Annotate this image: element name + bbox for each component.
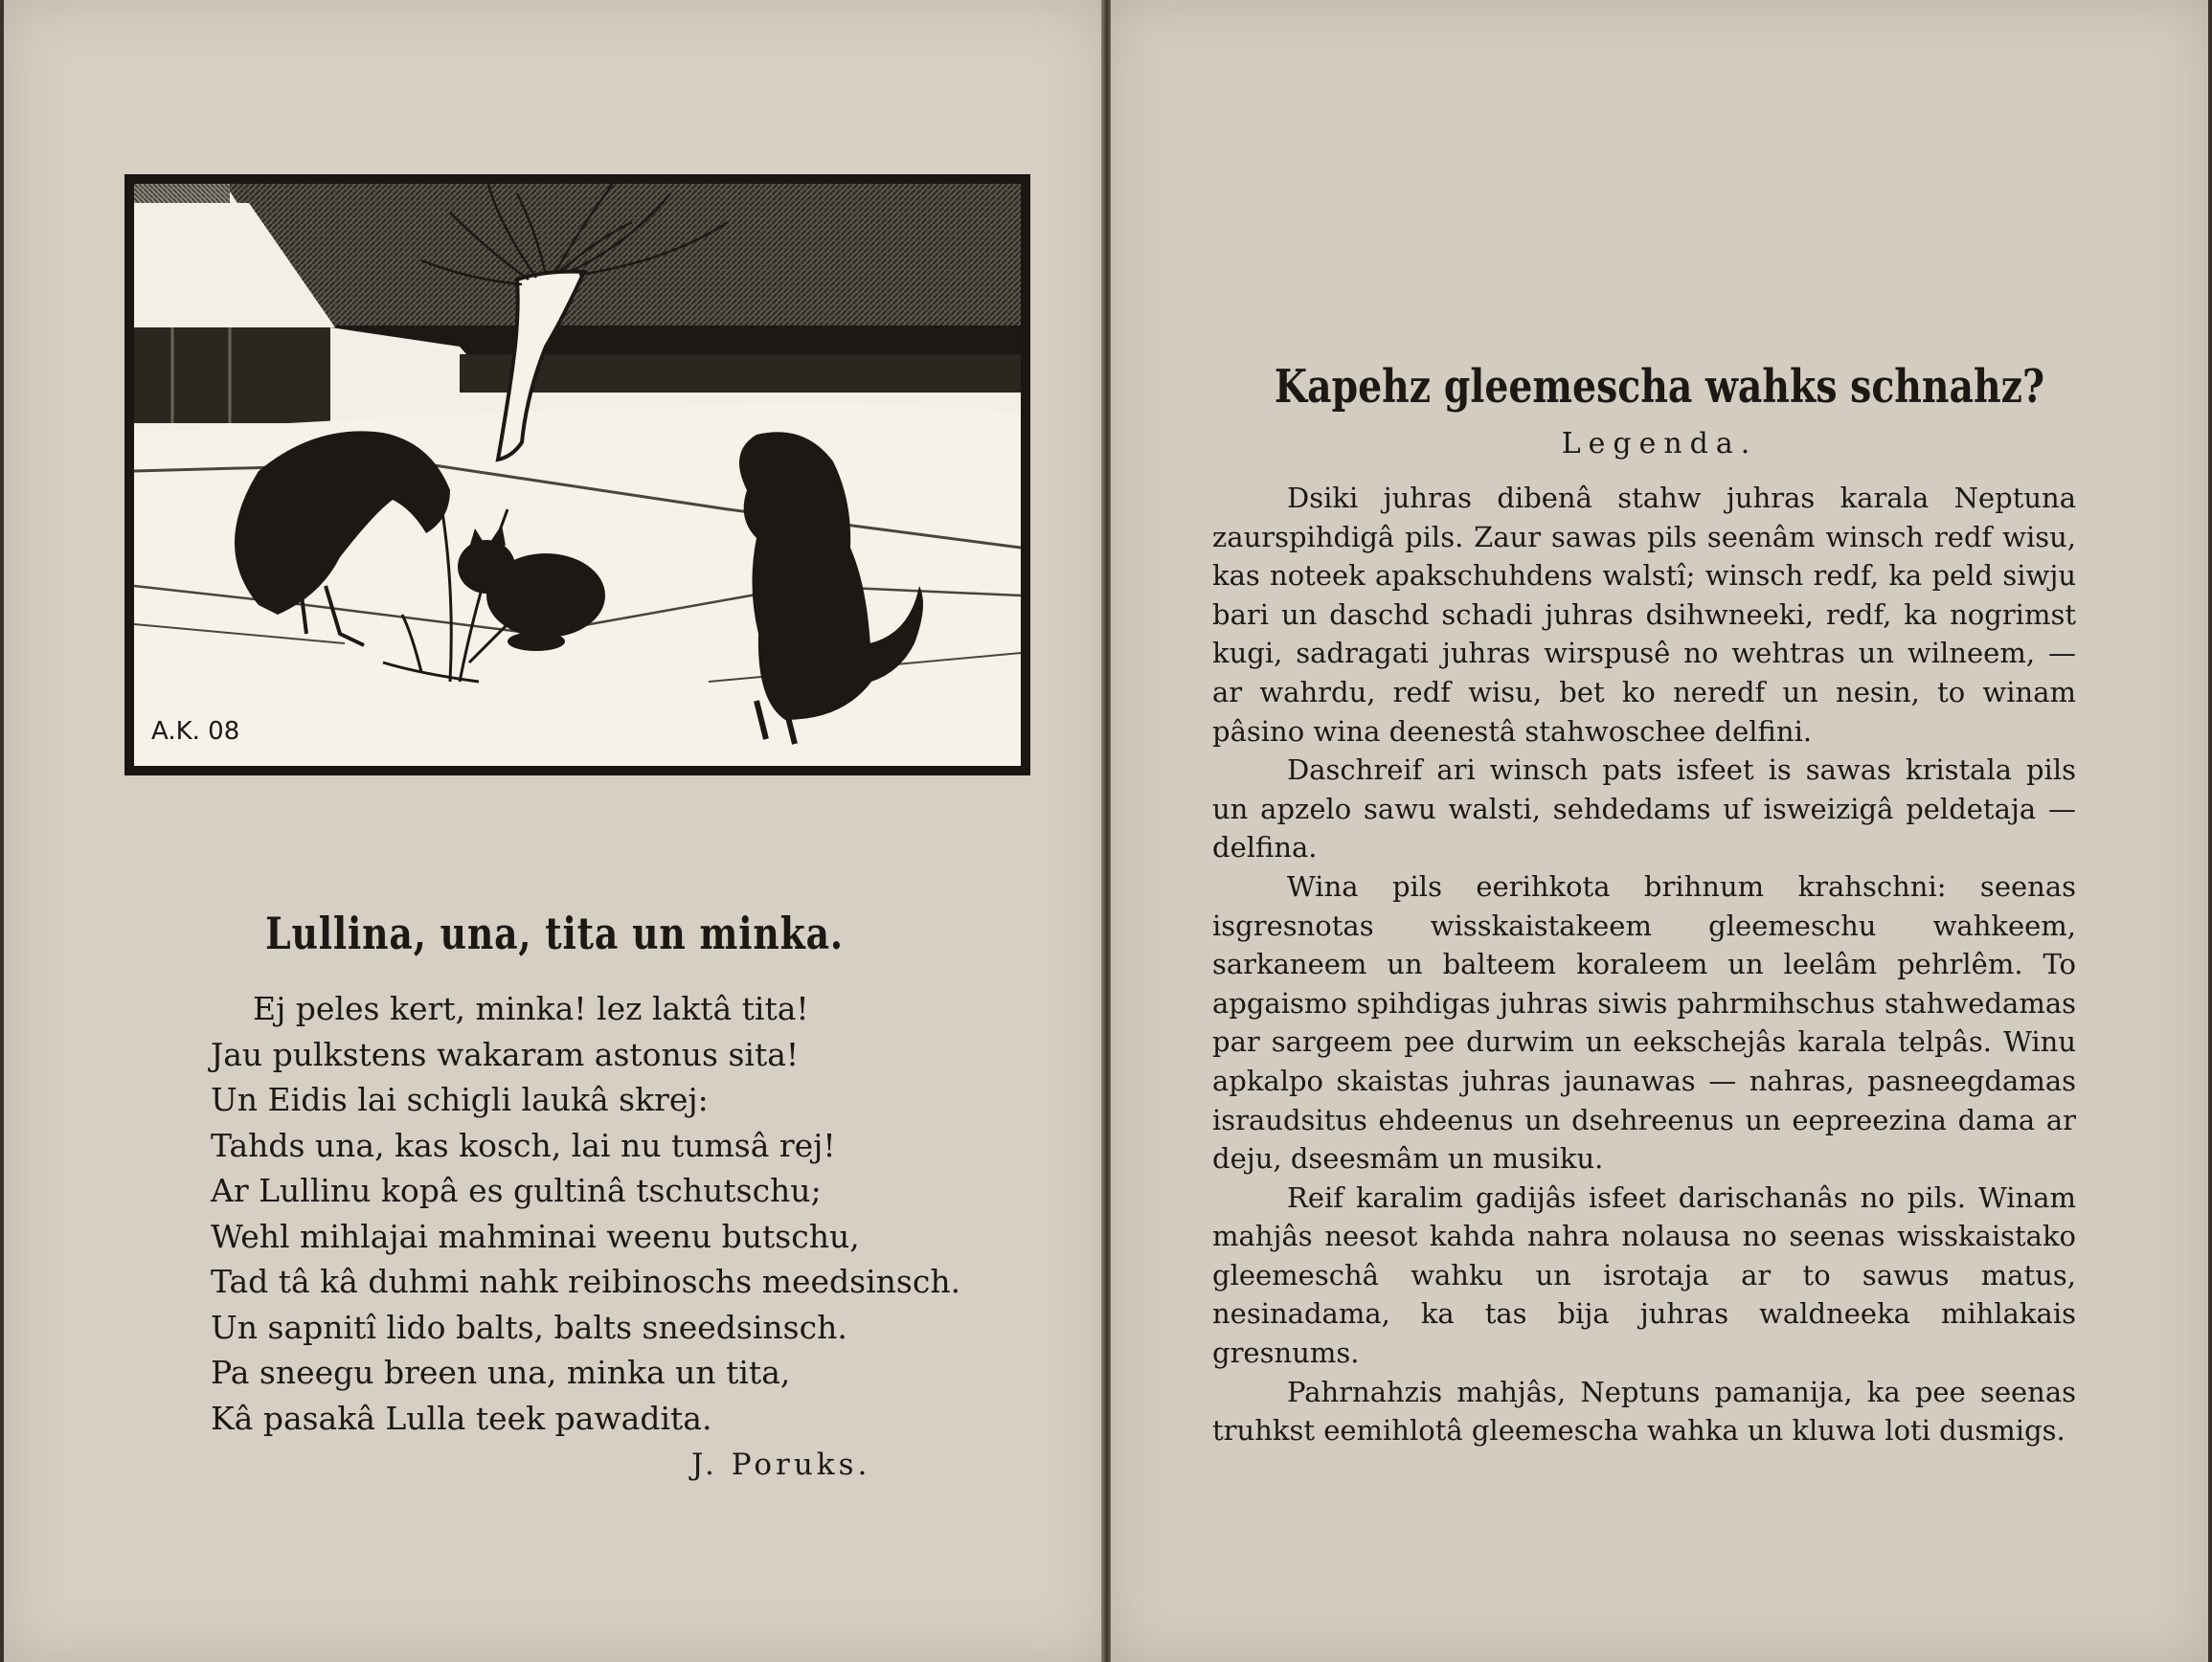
poem-line: Kâ pasakâ Lulla teek pawadita. [211, 1399, 712, 1437]
poem-line: Un Eidis lai schigli laukâ skrej: [211, 1081, 709, 1118]
artist-signature: A.K. 08 [151, 717, 240, 746]
woodcut-illustration [124, 174, 1030, 775]
poem-line: Pa sneegu breen una, minka un tita, [211, 1354, 791, 1391]
article-paragraph: Reif karalim gadijâs isfeet darischanâs no pils. Winam mahjâs neesot kahda nahra nolausa no seenas wisskaistako gleemeschâ wahku un isrotaja ar to sawus matus, nesinadama, ka tas bija juhras waldneeka mihlakais gresnums. [1212, 1180, 2076, 1370]
poem-title: Lullina, una, tita un minka. [265, 908, 844, 959]
poem-body [211, 986, 996, 1441]
article-paragraph: Wina pils eerihkota brihnum krahschni: seenas isgresnotas wisskaistakeem gleemeschu wahkeem, sarkaneem un balteem koraleem un leelâm pehrlêm. To apgaismo spihdigas juhras siwis pahrmihschus stahwedamas par sargeem pee durwim un eekschejâs karala telpâs. Winu apkalpo skaistas juhras jaunawas — nahras, pasneegdamas israudsitus ehdeenus un dsehreenus un eepreezina dama ar deju, dseesmâm un musiku. [1212, 869, 2076, 1176]
poem-line: Tad tâ kâ duhmi nahk reibinoschs meedsinsch. [211, 1263, 961, 1300]
article-title: Kapehz gleemescha wahks schnahz? [1274, 360, 2045, 414]
left-page [4, 0, 1105, 1662]
right-page [1111, 0, 2208, 1662]
article-paragraph: Dsiki juhras dibenâ stahw juhras karala Neptuna zaurspihdigâ pils. Zaur sawas pils seenâm winsch redf wisu, kas noteek apakschuhdens walstî; winsch redf, ka peld siwju bari un daschd schadi juhras dsihwneeki, redf, ka nogrimst kugi, sadragati juhras wirspusê no wehtras un wilneem, — ar wahrdu, redf wisu, bet ko neredf un nesin, to winam pâsino wina deenestâ stahwoschee delfini. [1212, 482, 2076, 748]
poem-line: Un sapnitî lido balts, balts sneedsinsch. [211, 1308, 847, 1346]
article-paragraph: Daschreif ari winsch pats isfeet is sawas kristala pils un apzelo sawu walsti, sehdedams uf isweizigâ peldetaja — delfina. [1212, 753, 2076, 865]
poem-line: Ej peles kert, minka! lez laktâ tita! [253, 990, 809, 1027]
article-body [1212, 479, 2076, 1450]
winter-scene-image [134, 184, 1021, 766]
poem-line: Tahds una, kas kosch, lai nu tumsâ rej! [211, 1126, 836, 1164]
article-subtitle: Legenda. [1561, 427, 1758, 460]
article-paragraph: Pahrnahzis mahjâs, Neptuns pamanija, ka pee seenas truhkst eemihlotâ gleemescha wahka un kluwa loti dusmigs. [1212, 1375, 2076, 1448]
poem-line: Ar Lullinu kopâ es gultinâ tschutschu; [211, 1172, 822, 1209]
poem-line: Jau pulkstens wakaram astonus sita! [211, 1035, 800, 1073]
poem-author: J. Poruks. [691, 1448, 871, 1482]
poem-line: Wehl mihlajai mahminai weenu butschu, [211, 1217, 860, 1255]
